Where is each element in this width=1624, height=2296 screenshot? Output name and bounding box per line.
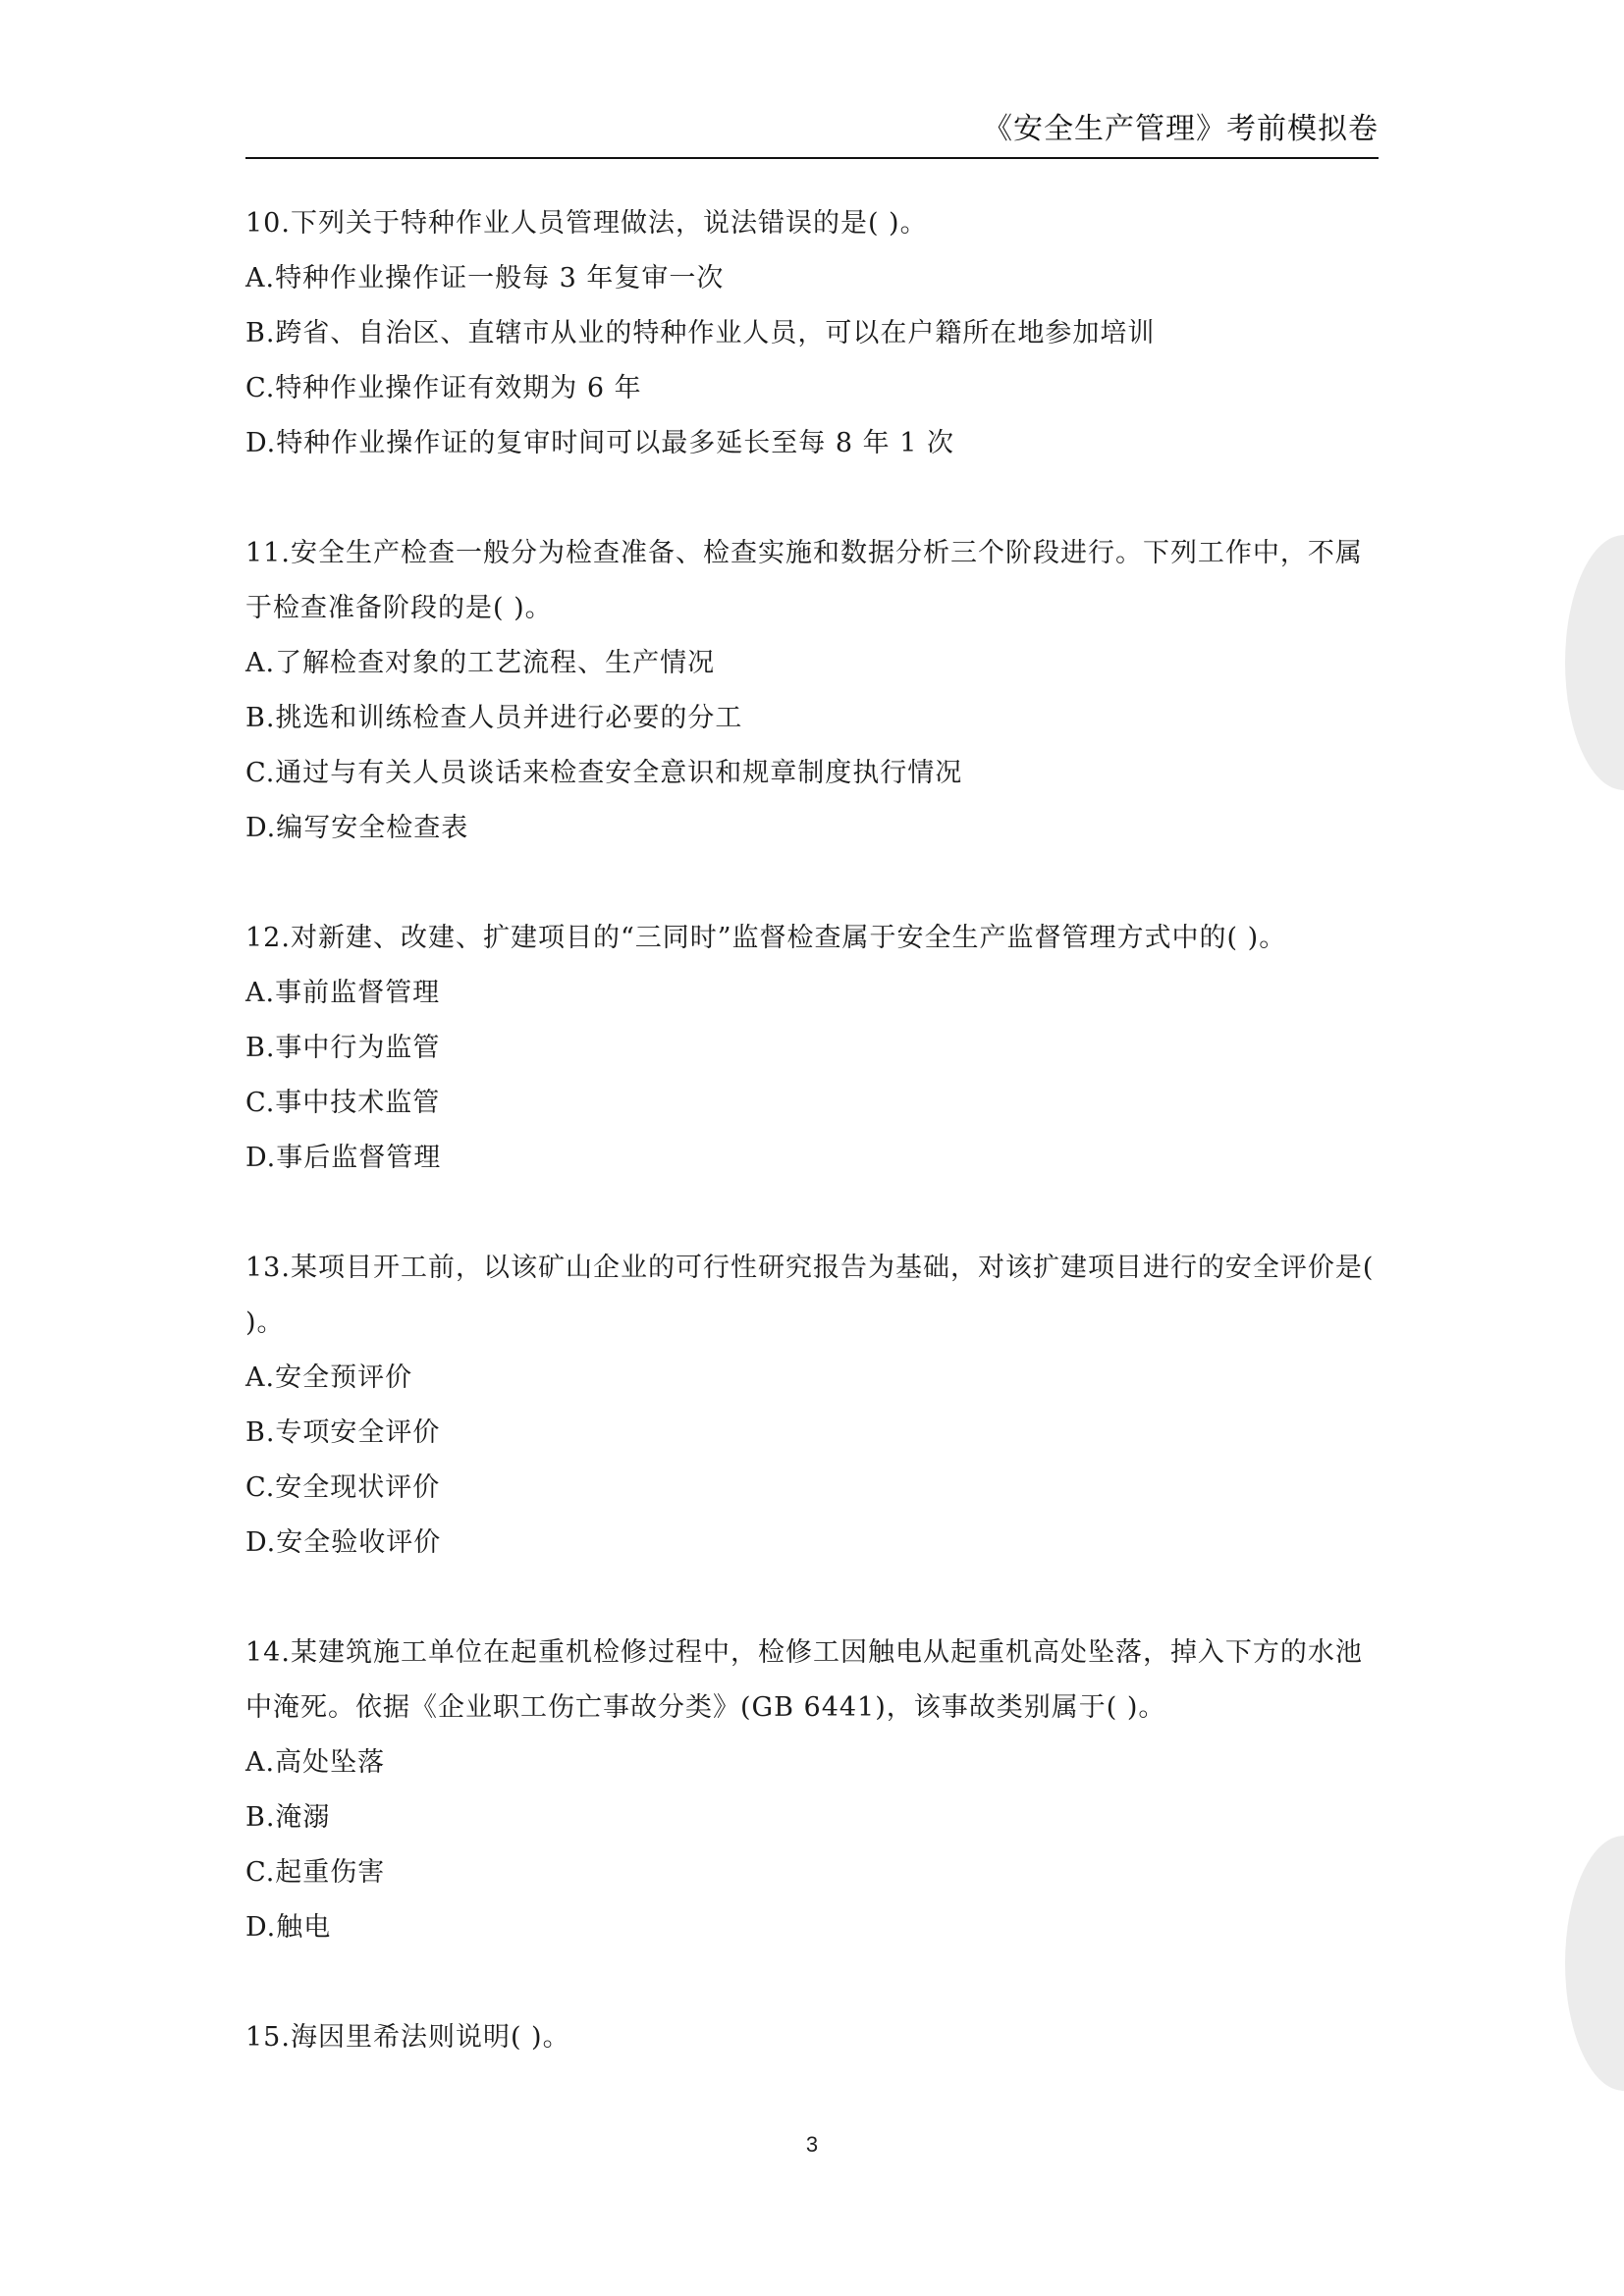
question-11 (245, 526, 1379, 856)
option-a: A.了解检查对象的工艺流程、生产情况 (245, 648, 716, 678)
option-b: B.专项安全评价 (245, 1417, 441, 1448)
page-number: 3 (805, 2132, 819, 2157)
page-header (245, 110, 1379, 159)
option-c: C.事中技术监管 (245, 1088, 441, 1118)
question-stem: 15.海因里希法则说明( )。 (245, 2022, 570, 2053)
option-b: B.挑选和训练检查人员并进行必要的分工 (245, 703, 743, 733)
option-c: C.起重伤害 (245, 1857, 386, 1888)
question-10 (245, 196, 1379, 471)
option-b: B.淹溺 (245, 1802, 331, 1833)
question-12 (245, 911, 1379, 1186)
question-stem: 11.安全生产检查一般分为检查准备、检查实施和数据分析三个阶段进行。下列工作中，不属于检查准备阶段的是( )。 (245, 538, 1363, 623)
header-title: 《安全生产管理》考前模拟卷 (983, 112, 1379, 146)
option-c: C.安全现状评价 (245, 1472, 441, 1503)
option-d: D.事后监督管理 (245, 1143, 442, 1173)
question-stem: 12.对新建、改建、扩建项目的“三同时”监督检查属于安全生产监督管理方式中的( )。 (245, 923, 1287, 953)
question-14 (245, 1626, 1379, 1955)
question-stem: 13.某项目开工前，以该矿山企业的可行性研究报告为基础，对该扩建项目进行的安全评价是( )。 (245, 1253, 1375, 1338)
option-a: A.高处坠落 (245, 1747, 386, 1778)
question-13 (245, 1241, 1379, 1571)
option-b: B.跨省、自治区、直辖市从业的特种作业人员，可以在户籍所在地参加培训 (245, 318, 1156, 348)
question-stem: 10.下列关于特种作业人员管理做法，说法错误的是( )。 (245, 208, 928, 239)
question-15 (245, 2010, 1379, 2065)
option-b: B.事中行为监管 (245, 1033, 441, 1063)
scan-edge-shadow (1565, 1836, 1624, 2091)
option-d: D.触电 (245, 1912, 332, 1943)
option-c: C.通过与有关人员谈话来检查安全意识和规章制度执行情况 (245, 758, 963, 788)
scan-edge-shadow (1565, 535, 1624, 790)
option-c: C.特种作业操作证有效期为 6 年 (245, 373, 642, 403)
option-a: A.安全预评价 (245, 1362, 413, 1393)
option-d: D.安全验收评价 (245, 1527, 442, 1558)
question-stem: 14.某建筑施工单位在起重机检修过程中，检修工因触电从起重机高处坠落，掉入下方的水池中淹死。依据《企业职工伤亡事故分类》(GB 6441)，该事故类别属于( )。 (245, 1637, 1363, 1723)
option-d: D.编写安全检查表 (245, 813, 469, 843)
option-d: D.特种作业操作证的复审时间可以最多延长至每 8 年 1 次 (245, 428, 954, 458)
question-list (245, 196, 1379, 2120)
option-a: A.事前监督管理 (245, 978, 441, 1008)
option-a: A.特种作业操作证一般每 3 年复审一次 (245, 263, 725, 294)
